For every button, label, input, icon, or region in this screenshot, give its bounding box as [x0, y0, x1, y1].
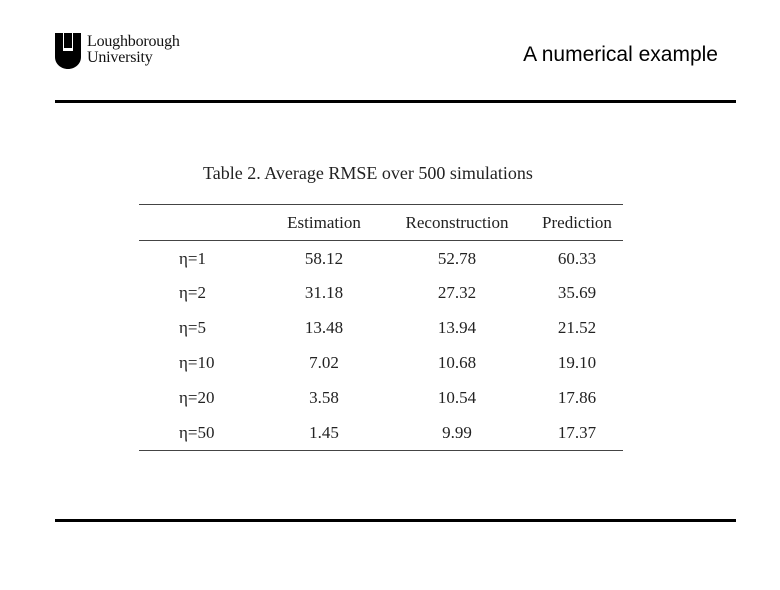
table-row [139, 276, 623, 311]
logo-line-2: University [87, 49, 153, 66]
rmse-table [139, 204, 623, 451]
estimation-cell: 3.58 [309, 388, 339, 407]
row-label: η=1 [179, 249, 206, 269]
reconstruction-cell: 13.94 [437, 318, 477, 337]
reconstruction-cell: 10.68 [437, 353, 477, 372]
table-row [139, 416, 623, 451]
prediction-cell: 17.86 [557, 388, 597, 407]
header-blank [139, 205, 265, 241]
prediction-cell: 60.33 [557, 249, 597, 269]
logo-line-1: Loughborough [87, 33, 180, 50]
university-logo [55, 33, 205, 69]
reconstruction-cell: 52.78 [437, 249, 477, 269]
row-label: η=2 [179, 283, 206, 302]
prediction-cell: 19.10 [557, 353, 597, 372]
estimation-cell: 7.02 [309, 353, 339, 372]
row-label: η=50 [179, 422, 215, 442]
table-header-row [139, 205, 623, 241]
estimation-cell: 13.48 [304, 318, 344, 337]
bottom-divider [55, 519, 736, 522]
reconstruction-cell: 9.99 [442, 422, 472, 442]
reconstruction-cell: 27.32 [437, 283, 477, 302]
header-reconstruction: Reconstruction [405, 212, 509, 232]
table-row [139, 311, 623, 346]
prediction-cell: 17.37 [557, 422, 597, 442]
header-estimation: Estimation [287, 212, 361, 232]
estimation-cell: 58.12 [304, 249, 344, 269]
table-row [139, 381, 623, 416]
top-divider [55, 100, 736, 103]
row-label: η=5 [179, 318, 206, 337]
reconstruction-cell: 10.54 [437, 388, 477, 407]
prediction-cell: 21.52 [557, 318, 597, 337]
table-row [139, 346, 623, 381]
header-prediction: Prediction [542, 212, 612, 232]
logo-wordmark [87, 34, 180, 66]
table-row [139, 241, 623, 276]
row-label: η=10 [179, 353, 215, 372]
university-shield-icon [55, 33, 81, 69]
row-label: η=20 [179, 388, 215, 407]
estimation-cell: 1.45 [309, 422, 339, 442]
slide-title: A numerical example [523, 43, 718, 66]
table-caption: Table 2. Average RMSE over 500 simulations [203, 163, 533, 183]
estimation-cell: 31.18 [304, 283, 344, 302]
prediction-cell: 35.69 [557, 283, 597, 302]
